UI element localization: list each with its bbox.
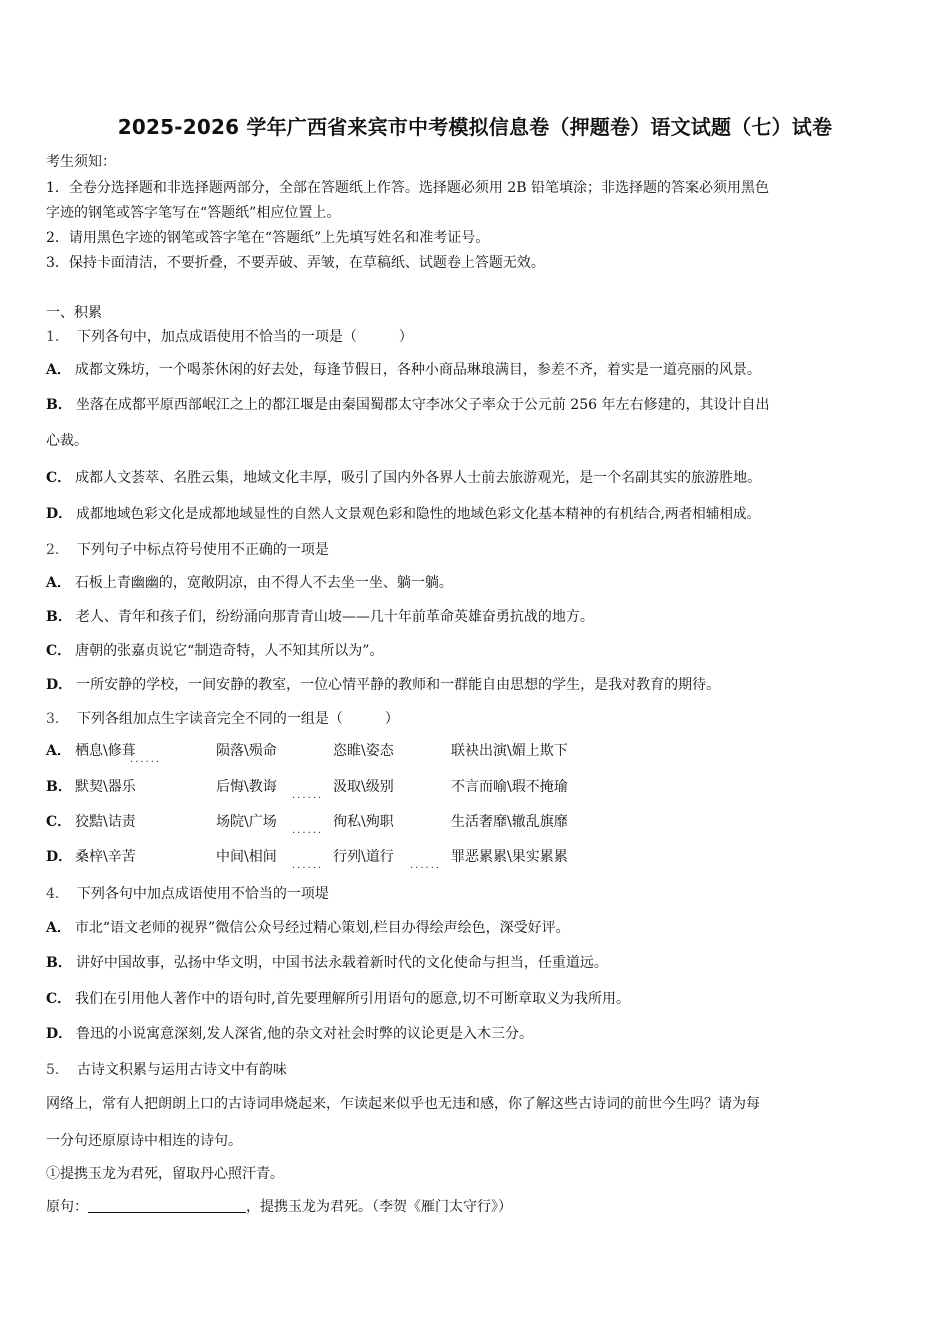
notice-item: 2．请用黑色字迹的钢笔或答字笔在“答题纸”上先填写姓名和准考证号。 [46,230,490,246]
pinyin-pair: 徇私\殉职 [333,814,394,830]
option-label: D． [46,1026,73,1042]
question-text: 下列各句中，加点成语使用不恰当的一项是（ ） [76,329,413,345]
option-text: 心裁。 [46,433,88,449]
exam-title: 2025-2026 学年广西省来宾市中考模拟信息卷（押题卷）语文试题（七）试卷 [117,115,833,139]
option-label: A． [46,362,71,378]
q3-row-a [46,741,926,765]
pinyin-pair: 中间\相间 [216,849,277,865]
question-number: 4． [46,886,69,902]
pinyin-pair: 行列\道行 [333,849,394,865]
notice-item: 字迹的钢笔或答字笔写在“答题纸”相应位置上。 [46,205,341,221]
option-text: 成都地域色彩文化是成都地域显性的自然人文景观色彩和隐性的地域色彩文化基本精神的有机结合,两者相辅相成。 [76,506,761,522]
answer-blank[interactable] [88,1198,246,1213]
pinyin-pair: 不言而喻\瑕不掩瑜 [451,779,568,795]
question-number: 2． [46,542,69,558]
emphasis-dots: ...... [410,860,442,871]
q4-option-b [46,953,608,973]
option-label: C． [46,643,72,659]
option-label: D． [46,506,73,522]
question-3-stem [46,709,399,729]
option-text: 讲好中国故事，弘扬中华文明，中国书法永载着新时代的文化使命与担当，任重道远。 [75,955,608,971]
pinyin-pair: 栖息\修葺 [75,743,136,759]
option-label: B． [46,609,72,625]
q4-option-d [46,1024,533,1044]
option-text: 唐朝的张嘉贞说它“制造奇特，人不知其所以为”。 [75,643,384,659]
pinyin-pair: 狡黠\诘责 [75,814,136,830]
question-number: 3． [46,711,69,727]
q1-option-d [46,504,760,524]
question-number: 5． [46,1062,69,1078]
question-text: 下列句子中标点符号使用不正确的一项是 [76,542,329,558]
emphasis-dots: ...... [292,790,324,801]
pinyin-pair: 生活奢靡\辙乱旗靡 [451,814,568,830]
option-text: 鲁迅的小说寓意深刻,发人深省,他的杂文对社会时弊的议论更是入木三分。 [76,1026,534,1042]
pinyin-pair: 罪恶累累\果实累累 [451,849,568,865]
q2-option-d [46,675,720,695]
pinyin-pair: 后悔\教诲 [216,779,277,795]
q3-row-b [46,777,926,801]
emphasis-dots: ...... [130,754,162,765]
notice-item: 3．保持卡面清洁，不要折叠，不要弄破、弄皱，在草稿纸、试题卷上答题无效。 [46,255,545,271]
question-1-stem [46,327,413,347]
pinyin-pair: 桑梓\辛苦 [75,849,136,865]
emphasis-dots: ...... [292,860,324,871]
option-label: B． [46,955,72,971]
question-text: 古诗文积累与运用古诗文中有韵味 [76,1062,287,1078]
option-label: B． [46,397,72,413]
q1-option-b-continued [46,431,88,451]
q3-row-c [46,812,926,836]
option-label: C． [46,991,72,1007]
pinyin-pair: 默契\器乐 [75,779,136,795]
emphasis-dots: ...... [292,825,324,836]
answer-suffix: ，提携玉龙为君死。（李贺《雁门太守行》） [246,1199,512,1215]
section-heading: 一、积累 [46,305,102,321]
q1-option-c [46,468,761,488]
q4-option-a [46,918,570,938]
option-label: A． [46,743,71,759]
option-text: 一所安静的学校，一间安静的教室，一位心情平静的教师和一群能自由思想的学生，是我对教育的期待。 [76,677,721,693]
question-4-stem [46,884,329,904]
q5-intro-line-2: 一分句还原原诗中相连的诗句。 [46,1133,242,1149]
option-label: A． [46,920,71,936]
q2-option-c [46,641,383,661]
option-label: B． [46,779,72,795]
q5-intro-line-1: 网络上，常有人把朗朗上口的古诗词串烧起来，乍读起来似乎也无违和感，你了解这些古诗词的前世今生吗？请为每 [46,1096,760,1112]
pinyin-pair: 场院\广场 [216,814,277,830]
option-text: 石板上青幽幽的，宽敞阴凉，由不得人不去坐一坐、躺一躺。 [74,575,453,591]
q1-option-a [46,360,761,380]
q4-option-c [46,989,630,1009]
option-label: D． [46,849,73,865]
q2-option-b [46,607,594,627]
pinyin-pair: 陨落\殒命 [216,743,277,759]
option-text: 市北“语文老师的视界”微信公众号经过精心策划,栏目办得绘声绘色，深受好评。 [74,920,570,936]
option-label: A． [46,575,71,591]
option-text: 成都文殊坊，一个喝茶休闲的好去处，每逢节假日，各种小商品琳琅满目，参差不齐，着实是一道亮丽的风景。 [74,362,761,378]
option-label: C． [46,470,72,486]
q2-option-a [46,573,453,593]
option-label: C． [46,814,72,830]
question-2-stem [46,540,329,560]
answer-prefix: 原句： [46,1199,88,1215]
pinyin-pair: 恣睢\姿态 [333,743,394,759]
option-text: 成都人文荟萃、名胜云集，地域文化丰厚，吸引了国内外各界人士前去旅游观光，是一个名副其实的旅游胜地。 [75,470,762,486]
option-text: 坐落在成都平原西部岷江之上的都江堰是由秦国蜀郡太守李冰父子率众于公元前 256 年左右修建的，其设计自出 [75,397,770,413]
option-text: 我们在引用他人著作中的语句时,首先要理解所引用语句的愿意,切不可断章取义为我所用。 [75,991,631,1007]
question-text: 下列各组加点生字读音完全不同的一组是（ ） [76,711,399,727]
option-text: 老人、青年和孩子们，纷纷涌向那青青山坡——几十年前革命英雄奋勇抗战的地方。 [75,609,594,625]
question-text: 下列各句中加点成语使用不恰当的一项堤 [76,886,329,902]
q5-item-1: ①提携玉龙为君死，留取丹心照汗青。 [46,1166,284,1182]
pinyin-pair: 联袂出演\媚上欺下 [451,743,568,759]
notice-item: 1．全卷分选择题和非选择题两部分，全部在答题纸上作答。选择题必须用 2B 铅笔填涂；非选择题的答案必须用黑色 [46,180,769,196]
pinyin-pair: 汲取\级别 [333,779,394,795]
q5-answer-line [46,1197,512,1217]
question-5-stem [46,1060,287,1080]
notice-heading: 考生须知： [46,154,116,170]
option-label: D． [46,677,73,693]
q1-option-b [46,395,769,415]
question-number: 1． [46,329,69,345]
q3-row-d [46,847,926,871]
